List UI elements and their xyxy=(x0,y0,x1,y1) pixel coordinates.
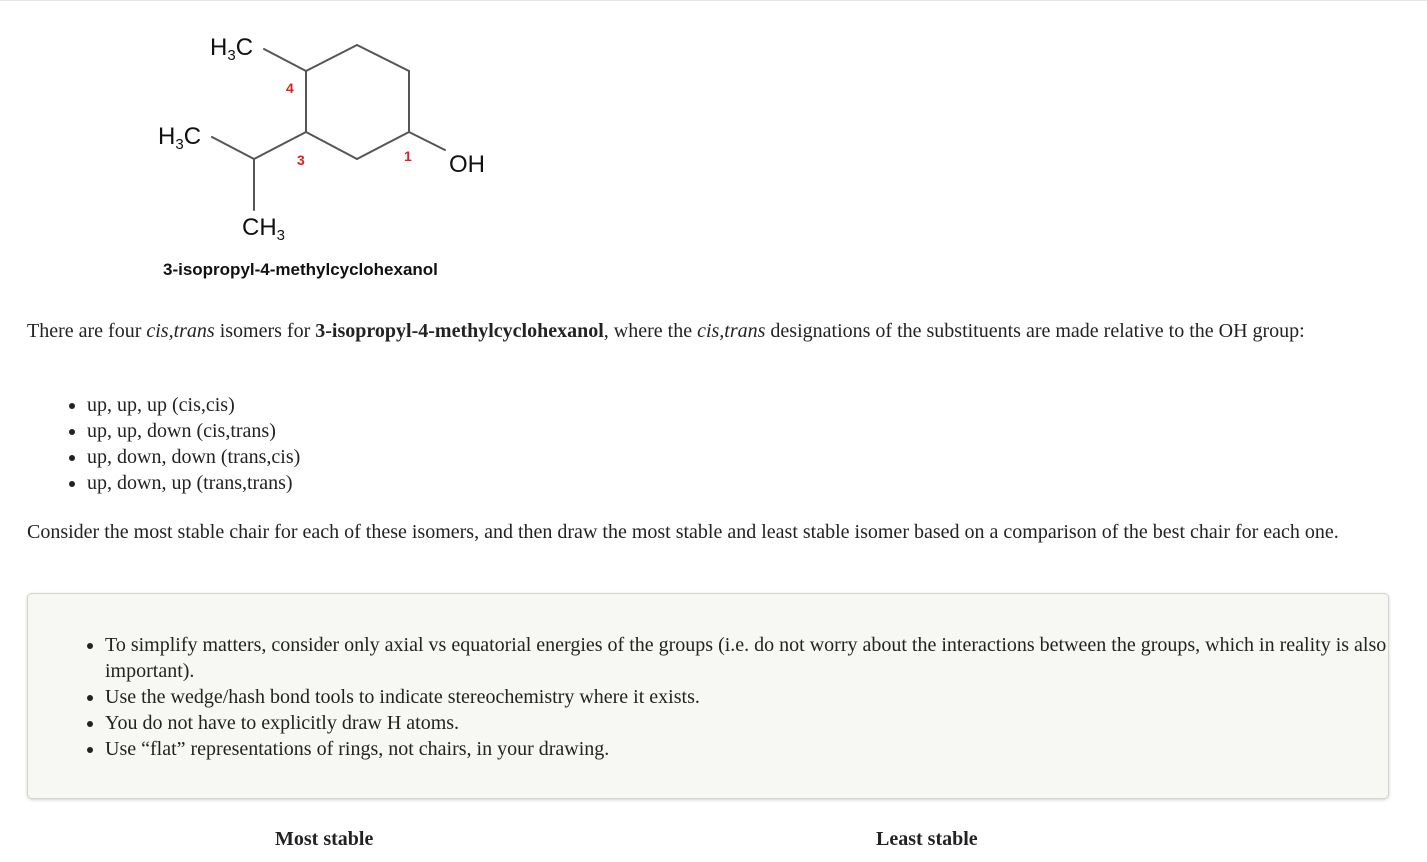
list-item: • You do not have to explicitly draw H atoms. xyxy=(105,710,1427,736)
list-item: • up, down, down (trans,cis) xyxy=(87,444,300,470)
compound-name: 3-isopropyl-4-methylcyclohexanol xyxy=(315,320,604,342)
ring-bond xyxy=(306,132,357,159)
ring-bond xyxy=(357,45,409,71)
cis-trans-term: cis,trans xyxy=(146,320,215,342)
intro-paragraph: There are four cis,trans isomers for 3-isopropyl-4-methylcyclohexanol, where the cis,trans designations of the substituents are made relative to the OH group: xyxy=(27,320,1305,342)
methyl-label-top: $H_3C$ xyxy=(210,34,254,64)
carbon-number-3: 3 xyxy=(297,152,305,168)
carbon-number-4: 4 xyxy=(286,80,294,96)
least-stable-label: Least stable xyxy=(876,828,978,850)
isopropyl-methyl-bond xyxy=(212,137,254,159)
molecule-caption: 3-isopropyl-4-methylcyclohexanol xyxy=(163,260,438,279)
cis-trans-term: cis,trans xyxy=(697,320,766,342)
top-divider xyxy=(0,0,1427,1)
list-item: • Use “flat” representations of rings, not chairs, in your drawing. xyxy=(105,736,1427,762)
notes-list xyxy=(28,632,1427,762)
ring-bond xyxy=(306,45,357,71)
list-item: • To simplify matters, consider only axial vs equatorial energies of the groups (i.e. do not worry about the interactions between the groups, which in reality is also important). xyxy=(105,632,1427,684)
list-item: • up, up, down (cis,trans) xyxy=(87,418,300,444)
carbon-number-1: 1 xyxy=(404,148,412,164)
molecule-structure xyxy=(140,22,520,260)
hydroxyl-bond xyxy=(409,132,445,150)
notes-box xyxy=(27,593,1389,799)
isomer-list xyxy=(27,392,300,496)
list-item: • up, down, up (trans,trans) xyxy=(87,470,300,496)
molecule-svg xyxy=(140,22,520,260)
methyl-label-left: $H_3C$ xyxy=(158,123,202,153)
ring-bond xyxy=(357,132,409,159)
most-stable-label: Most stable xyxy=(275,828,374,850)
methyl-bond xyxy=(264,49,306,71)
instruction-paragraph: Consider the most stable chair for each of these isomers, and then draw the most stable and least stable isomer based on a comparison of the best chair for each one. xyxy=(27,521,1339,543)
list-item: • Use the wedge/hash bond tools to indicate stereochemistry where it exists. xyxy=(105,684,1427,710)
hydroxyl-label: OH xyxy=(449,151,485,178)
methyl-label-bottom: $CH_3$ xyxy=(242,214,286,244)
list-item: • up, up, up (cis,cis) xyxy=(87,392,300,418)
